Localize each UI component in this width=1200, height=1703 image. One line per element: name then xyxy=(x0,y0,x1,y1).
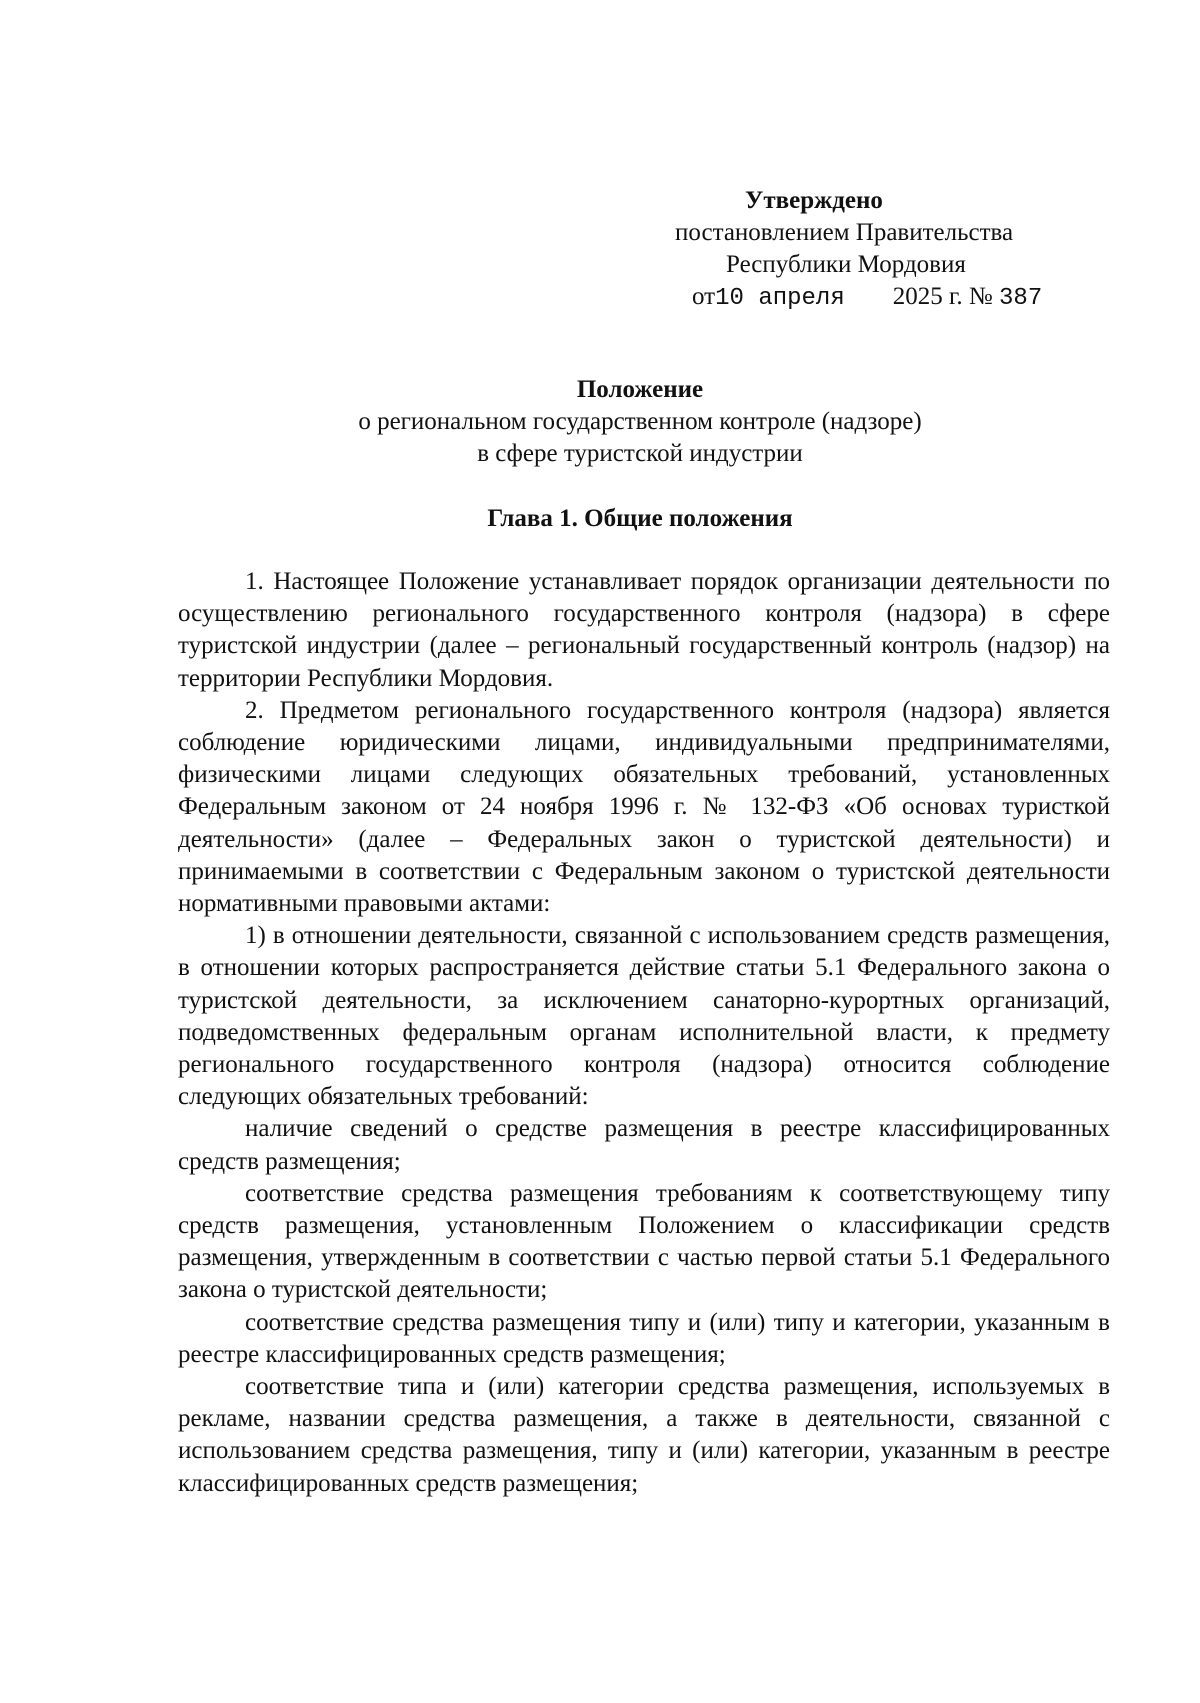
document-title-block xyxy=(170,374,1110,470)
approval-date-line xyxy=(630,281,1070,315)
approval-date: 10 апреля xyxy=(715,285,845,312)
paragraph-2: 2. Предметом регионального государственного контроля (надзора) является соблюдение юридическими лицами, индивидуальными предпринимателями, физическими лицами следующих обязательных требований, установленных Федеральным законом от 24 ноября 1996 г. № 132-ФЗ «Об основах туристкой деятельности» (далее – Федеральных закон о туристской деятельности) и принимаемыми в соответствии с Федеральным законом о туристской деятельности нормативными правовыми актами: xyxy=(178,696,1110,918)
document-title: Положение xyxy=(576,376,704,403)
paragraph-6: соответствие средства размещения типу и (или) типу и категории, указанным в реестре классифицированных средств размещения; xyxy=(178,1308,1110,1368)
document-subtitle-line-2: в сфере туристской индустрии xyxy=(477,440,803,467)
approval-line-3: Республики Мордовия xyxy=(726,251,966,278)
approval-year: 2025 г. № xyxy=(892,283,993,310)
paragraph-5: соответствие средства размещения требованиям к соответствующему типу средств размещения, установленным Положением о классификации средств размещения, утвержденным в соответствии с частью первой статьи 5.1 Федерального закона о туристской деятельности; xyxy=(178,1179,1110,1304)
approval-stamp xyxy=(630,185,1070,315)
approval-number: 387 xyxy=(999,285,1043,312)
approval-title: Утверждено xyxy=(745,187,883,214)
document-subtitle-line-1: о региональном государственном контроле (надзоре) xyxy=(358,408,922,435)
paragraph-3: 1) в отношении деятельности, связанной с использованием средств размещения, в отношении которых распространяется действие статьи 5.1 Федерального закона о туристской деятельности, за исключением санаторно-курортных организаций, подведомственных федеральным органам исполнительной власти, к предмету регионального государственного контроля (надзора) относится соблюдение следующих обязательных требований: xyxy=(178,922,1110,1111)
approval-from-prefix: от xyxy=(692,283,716,310)
approval-line-2: постановлением Правительства xyxy=(675,219,1014,246)
document-body xyxy=(178,566,1110,1500)
paragraph-1: 1. Настоящее Положение устанавливает порядок организации деятельности по осуществлению регионального государственного контроля (надзора) в сфере туристской индустрии (далее – региональный государственный контроль (надзор) на территории Республики Мордовия. xyxy=(178,568,1110,692)
paragraph-4: наличие сведений о средстве размещения в реестре классифицированных средств размещения; xyxy=(178,1115,1110,1175)
chapter-heading: Глава 1. Общие положения xyxy=(487,505,793,532)
paragraph-7: соответствие типа и (или) категории средства размещения, используемых в рекламе, названии средства размещения, а также в деятельности, связанной с использованием средства размещения, типу и (или) категории, указанным в реестре классифицированных средств размещения; xyxy=(178,1373,1110,1497)
